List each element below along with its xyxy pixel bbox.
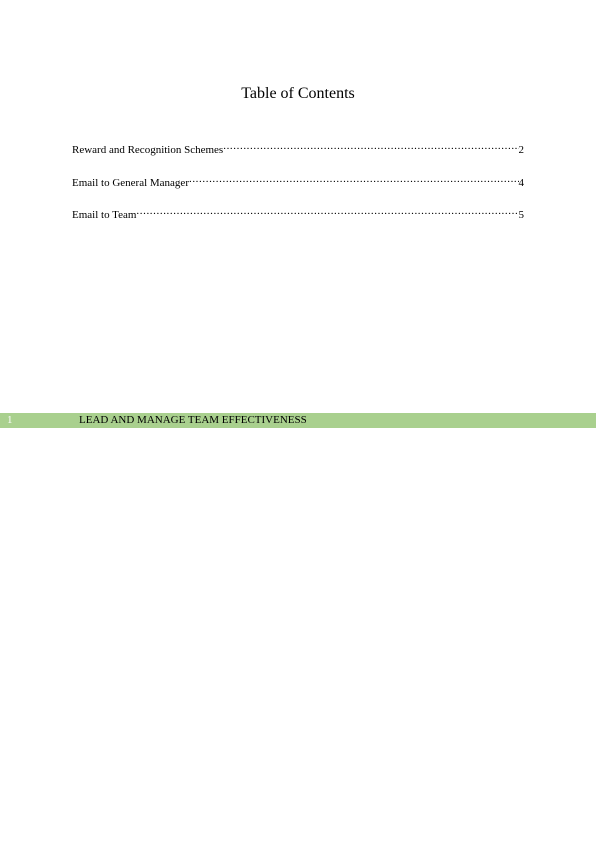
toc-entry[interactable] (72, 139, 524, 156)
toc-entry[interactable] (72, 172, 524, 189)
toc-entry-label: Email to Team (72, 209, 137, 221)
footer-page-number: 1 (7, 414, 13, 426)
toc-entry-label: Email to General Manager (72, 176, 189, 189)
toc-dot-leader (223, 139, 518, 153)
footer-document-title: LEAD AND MANAGE TEAM EFFECTIVENESS (79, 414, 307, 426)
toc-title: Table of Contents (241, 85, 355, 102)
toc-dot-leader (136, 204, 518, 218)
toc-entry-page: 2 (518, 144, 524, 156)
footer-bar (0, 413, 596, 428)
toc-entry-page: 4 (518, 176, 524, 189)
toc-entry-page: 5 (518, 209, 524, 221)
toc-entry[interactable] (72, 204, 524, 221)
toc-list (72, 139, 524, 237)
toc-entry-label: Reward and Recognition Schemes (72, 144, 224, 156)
toc-dot-leader (189, 172, 519, 186)
